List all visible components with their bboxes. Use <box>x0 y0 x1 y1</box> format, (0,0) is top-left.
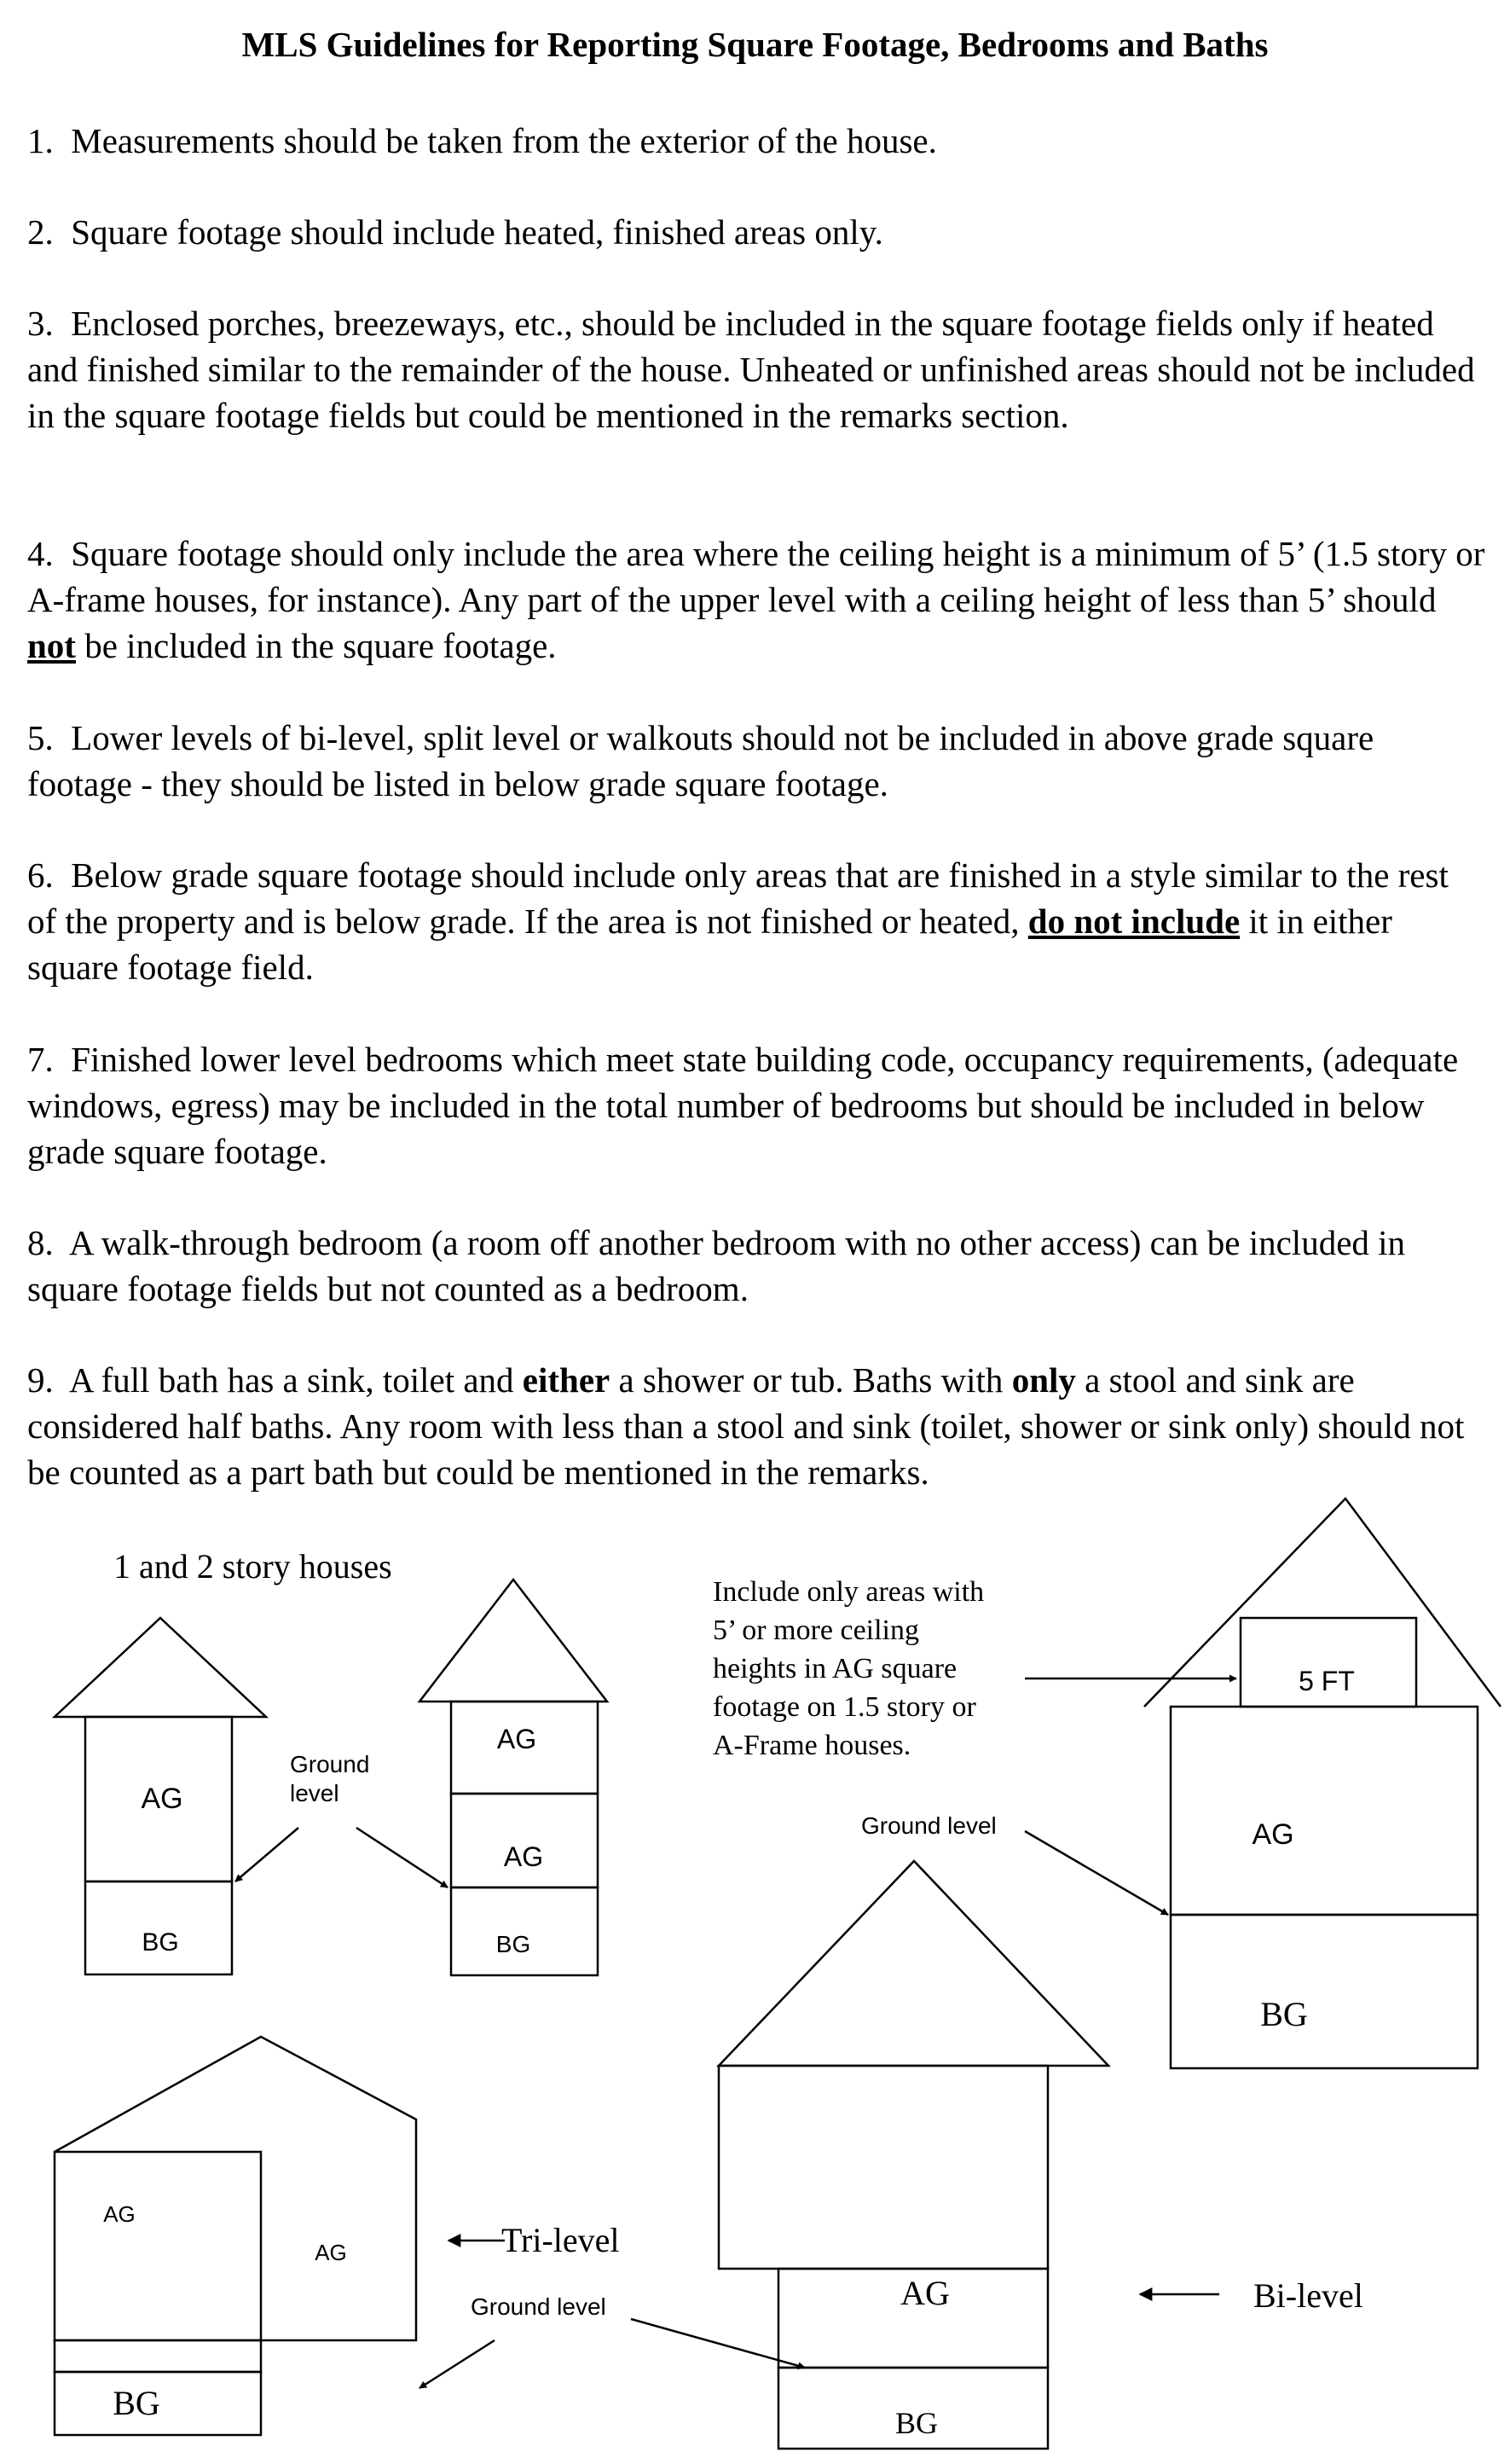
arrow-ground-a-frame <box>1025 1831 1168 1915</box>
note-line: footage on 1.5 story or <box>713 1691 976 1723</box>
label-bg: BG <box>894 2406 939 2440</box>
emphasis-do-not-include: do not include <box>1027 902 1241 941</box>
guideline-6: 6. Below grade square footage should include only areas that are finished in a style similar to the rest of the property and is below grade. If the area is not finished or heated, do not include it in either square footage field. <box>27 855 1449 987</box>
label-bg: BG <box>142 1928 179 1957</box>
label-ag: AG <box>900 2274 950 2312</box>
guideline-4: 4. Square footage should only include the area where the ceiling height is a minimum of 5’ (1.5 story or A-frame houses, for instance). Any part of the upper level with a ceiling height of less than 5’ should not be included in the square footage. <box>27 534 1485 665</box>
story-heading: 1 and 2 story houses <box>113 1547 392 1586</box>
label-ag: AG <box>103 2201 136 2227</box>
label-bg: BG <box>495 1931 531 1957</box>
guideline-8: 8. A walk-through bedroom (a room off another bedroom with no other access) can be included in square footage fields but not counted as a bedroom. <box>27 1223 1406 1308</box>
arrow-ground-one-story <box>235 1828 298 1881</box>
label-ag: AG <box>1252 1818 1294 1851</box>
label-bg: BG <box>113 2384 160 2422</box>
arrow-ground-tri-level <box>419 2340 495 2388</box>
guideline-7: 7. Finished lower level bedrooms which meet state building code, occupancy requirements, (adequate windows, egress) may be included in the total number of bedrooms but should be included in below grade square footage. <box>27 1040 1459 1171</box>
label-ag: AG <box>496 1724 537 1754</box>
note-line: 5’ or more ceiling <box>713 1615 920 1646</box>
house-two-story <box>419 1580 607 1975</box>
emphasis-either: either <box>522 1360 610 1400</box>
page-title: MLS Guidelines for Reporting Square Footage, Bedrooms and Baths <box>241 25 1269 64</box>
note-line: Include only areas with <box>713 1576 985 1608</box>
label-ag: AG <box>315 2240 347 2265</box>
label-bi-level: Bi-level <box>1253 2276 1363 2315</box>
label-bg: BG <box>1260 1995 1308 2033</box>
label-ag: AG <box>141 1783 183 1815</box>
guideline-2: 2. Square footage should include heated, finished areas only. <box>27 212 883 252</box>
label-ag: AG <box>503 1841 544 1872</box>
label-ground-level: Ground level <box>471 2293 606 2320</box>
note-line: heights in AG square <box>713 1653 957 1684</box>
emphasis-not: not <box>27 626 76 665</box>
label-ground: Ground <box>290 1751 370 1777</box>
label-ground-level: Ground level <box>861 1812 997 1839</box>
label-tri-level: Tri-level <box>501 2221 620 2259</box>
label-five-ft: 5 FT <box>1299 1666 1355 1696</box>
guideline-5: 5. Lower levels of bi-level, split level or walkouts should not be included in above grade square footage - they should be listed in below grade square footage. <box>27 718 1374 803</box>
house-tri-level <box>55 2037 416 2435</box>
guideline-3: 3. Enclosed porches, breezeways, etc., should be included in the square footage fields only if heated and finished similar to the remainder of the house. Unheated or unfinished areas should not be included in the square footage fields but could be mentioned in the remarks section. <box>27 304 1475 435</box>
arrow-ground-two-story <box>356 1828 448 1887</box>
house-a-frame <box>1144 1499 1501 2068</box>
label-level: level <box>290 1780 339 1806</box>
guideline-1: 1. Measurements should be taken from the exterior of the house. <box>27 121 937 160</box>
note-line: A-Frame houses. <box>713 1730 911 1761</box>
guideline-9: 9. A full bath has a sink, toilet and either a shower or tub. Baths with only a stool and sink are considered half baths. Any room with less than a stool and sink (toilet, shower or sink only) should not be counted as a part bath but could be mentioned in the remarks. <box>27 1360 1465 1492</box>
emphasis-only: only <box>1011 1360 1076 1400</box>
